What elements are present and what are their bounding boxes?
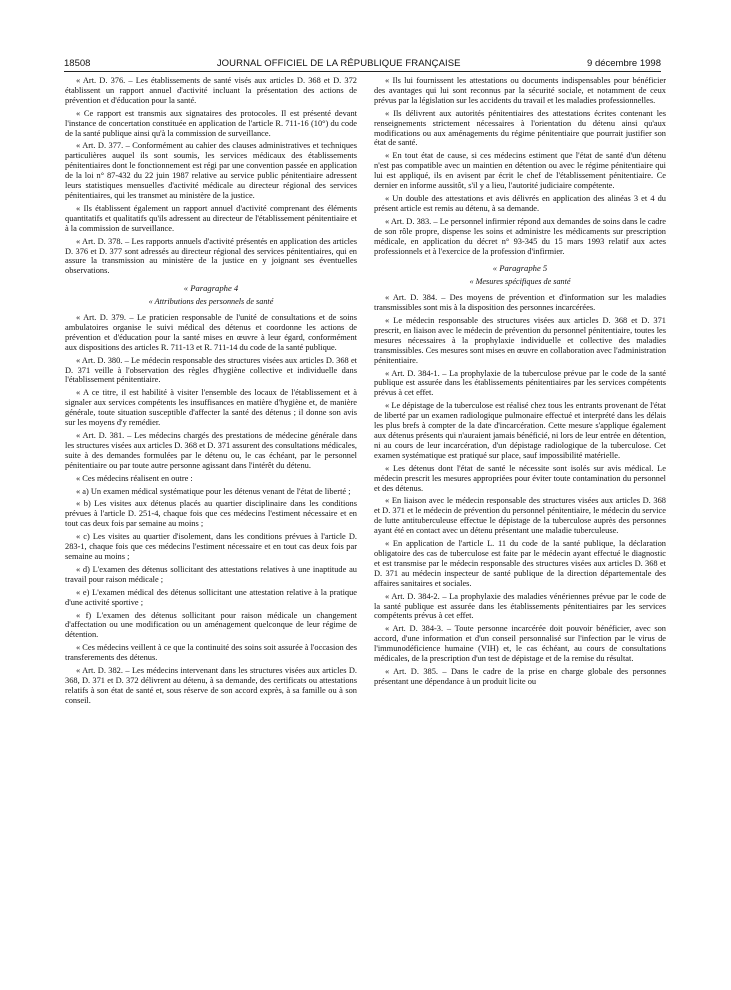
paragraph: « En application de l'article L. 11 du code de la santé publique, la déclaration obligatoire des cas de tuberculose est faite par le médecin ayant effectué le diagnostic et est transmise par le médecin responsable des structures visées aux articles D. 368 et D. 371 au médecin inspecteur de santé publique de la direction départementale des affaires sanitaires et sociales. [374,539,666,588]
section-heading: « Paragraphe 4 [183,283,239,294]
paragraph: « Art. D. 380. – Le médecin responsable des structures visées aux articles D. 368 et D. 371 veille à l'observation des règles d'hygiène collective et individuelle dans l'établissement pénitentiaire. [65,355,357,385]
paragraph: « Art. D. 379. – Le praticien responsable de l'unité de consultations et de soins ambulatoires organise le suivi médical des détenus et coordonne les actions de prévention et d'éducation pour la santé mises en œuvre à leur égard, conformément aux dispositions des articles R. 711-13 et R. 711-14 du code de la santé publique. [65,313,357,352]
paragraph: « Ce rapport est transmis aux signataires des protocoles. Il est présenté devant l'instance de concertation constituée en application de l'article R. 711-16 (10°) du code de la santé publique ainsi qu'à la commission de surveillance. [65,108,357,138]
paragraph: « Le médecin responsable des structures visées aux articles D. 368 et D. 371 prescrit, en liaison avec le médecin de prévention du personnel pénitentiaire, toutes les mesures nécessaires à la prophylaxie individuelle et collective des maladies transmissibles. Ces mesures sont mises en œuvre en collaboration avec l'administration pénitentiaire. [374,316,667,365]
header-rule [64,71,661,72]
paragraph: « e) L'examen médical des détenus sollicitant une attestation relative à la pratique d'une activité sportive ; [65,587,357,607]
paragraph: « d) L'examen des détenus sollicitant des attestations relatives à une inaptitude au travail pour raison médicale ; [65,564,357,584]
section-heading: « Paragraphe 5 [492,263,548,274]
paragraph: « Ces médecins réalisent en outre : [76,473,193,483]
paragraph: « a) Un examen médical systématique pour les détenus venant de l'état de liberté ; [76,486,351,496]
paragraph: « b) Les visites aux détenus placés au quartier disciplinaire dans les conditions prévues à l'article D. 251-4, chaque fois que ces médecins l'estiment nécessaire et en tout cas deux fois par semaine au moins ; [65,499,357,529]
paragraph: « Art. D. 382. – Les médecins intervenant dans les structures visées aux articles D. 368, D. 371 et D. 372 délivrent au détenu, à sa demande, des certificats ou attestations relatifs à son état de santé et, sous réserve de son accord exprès, à sa famille ou à son conseil. [65,666,357,705]
paragraph: « En liaison avec le médecin responsable des structures visées aux articles D. 368 et D. 371 et le médecin de prévention du personnel pénitentiaire, le médecin du service de lutte antituberculeuse effectue le dépistage de la tuberculose auprès des personnes ayant été en contact avec un détenu présentant une maladie tuberculeuse. [374,496,666,536]
right-column [374,76,666,690]
publication-date: 9 décembre 1998 [587,57,661,69]
paragraph: « Ils lui fournissent les attestations ou documents indispensables pour bénéficier des avantages qui lui sont reconnus par la sécurité sociale, et notamment de ceux prévus par la législation sur les accidents du travail et les maladies professionnelles. [374,76,666,105]
paragraph: « Art. D. 383. – Le personnel infirmier répond aux demandes de soins dans le cadre de son rôle propre, dispense les soins et administre les médicaments sur prescription médicale, en application du décret n° 93-345 du 15 mars 1993 relatif aux actes professionnels et à l'exercice de la profession d'infirmier. [374,216,666,256]
page-header [64,56,661,70]
section-subheading: « Attributions des personnels de santé [148,297,274,307]
paragraph: « c) Les visites au quartier d'isolement, dans les conditions prévues à l'article D. 283-1, chaque fois que ces médecins l'estiment nécessaire et en tout cas deux fois par semaine au moins ; [65,532,357,561]
paragraph: « Art. D. 384-2. – La prophylaxie des maladies vénériennes prévue par le code de la santé publique est assurée dans les établissements pénitentiaires par les services compétents prévus à cet effet. [374,591,666,621]
paragraph: « A ce titre, il est habilité à visiter l'ensemble des locaux de l'établissement et à signaler aux services compétents les insuffisances en matière d'hygiène et, de manière générale, toute situation susceptible d'affecter la santé des détenus ; il donne son avis sur les moyens d'y remédier. [65,388,357,428]
paragraph: « Art. D. 384-1. – La prophylaxie de la tuberculose prévue par le code de la santé publique est assurée dans les établissements pénitentiaires par les services compétents prévus à cet effet. [374,368,666,398]
page-number: 18508 [64,57,91,69]
paragraph: « Art. D. 381. – Les médecins chargés des prestations de médecine générale dans les structures visées aux articles D. 368 et D. 371 assurent des consultations médicales, suite à des demandes formulées par le détenu ou, le cas échéant, par le personnel pénitentiaire ou par toute autre personne agissant dans l'intérêt du détenu. [65,431,357,470]
paragraph: « Ils délivrent aux autorités pénitentiaires des attestations écrites contenant les renseignements strictement nécessaires à l'orientation du détenu ainsi qu'aux modifications ou aux aménagements du régime pénitentiaire que pourrait justifier son état de santé. [374,108,666,148]
left-column [65,76,357,709]
paragraph: « Art. D. 385. – Dans le cadre de la prise en charge globale des personnes présentant une dépendance à un produit licite ou [374,666,666,686]
paragraph: « f) L'examen des détenus sollicitant pour raison médicale un changement d'affectation ou une modification ou un aménagement quelconque de leur régime de détention. [65,610,357,640]
paragraph: « Les détenus dont l'état de santé le nécessite sont isolés sur avis médical. Le médecin prescrit les mesures appropriées pour éviter toute contamination du personnel et des détenus. [374,463,666,493]
paragraph: « Un double des attestations et avis délivrés en application des alinéas 3 et 4 du présent article est remis au détenu, à sa demande. [374,193,666,213]
paragraph: « Art. D. 377. – Conformément au cahier des clauses administratives et techniques particulières auquel ils sont soumis, les services médicaux des établissements pénitentiaires dont le fonctionnement est régi par une convention passée en application de la loi n° 87-432 du 22 juin 1987 relative au service public pénitentiaire adressent leurs statistiques mensuelles d'activité médicale au directeur régional des services pénitentiaires, qui les transmet au ministère de la justice. [65,141,357,200]
paragraph: « Ils établissent également un rapport annuel d'activité comprenant des éléments quantitatifs et qualitatifs qu'ils adressent au directeur de l'établissement pénitentiaire et à la commission de surveillance. [65,203,357,233]
paragraph: « Le dépistage de la tuberculose est réalisé chez tous les entrants provenant de l'état de liberté par un examen radiologique pulmonaire effectué et interprété dans les délais les plus brefs à compter de la date d'incarcération. Cette mesure s'applique également aux détenus présents qui n'auraient jamais bénéficié, ni lors de leur entrée en détention, ni au cours de leur incarcération, d'un dépistage radiologique de la tuberculose. Cet examen systématique est pratiqué sur place, sauf impossibilité matérielle. [374,401,666,460]
paragraph: « Art. D. 384-3. – Toute personne incarcérée doit pouvoir bénéficier, avec son accord, d'une information et d'un conseil personnalisé sur l'infection par le virus de l'immunodéficience humaine (VIH) et, le cas échéant, au cours de consultations médicales, de la prescription d'un test de dépistage et de la remise du résultat. [374,624,666,664]
paragraph: « Art. D. 376. – Les établissements de santé visés aux articles D. 368 et D. 372 établissent un rapport annuel d'activité incluant la présentation des actions de prévention et d'éducation pour la santé. [65,76,357,105]
paragraph: « Art. D. 378. – Les rapports annuels d'activité présentés en application des articles D. 376 et D. 377 sont adressés au directeur régional des services pénitentiaires, qui en assure la transmission au ministère de la justice en y joignant ses éventuelles observations. [65,236,357,276]
paragraph: « Art. D. 384. – Des moyens de prévention et d'information sur les maladies transmissibles sont mis à la disposition des personnes incarcérées. [374,293,666,313]
journal-title: JOURNAL OFFICIEL DE LA RÉPUBLIQUE FRANÇAISE [216,57,461,69]
section-subheading: « Mesures spécifiques de santé [469,277,571,287]
paragraph: « En tout état de cause, si ces médecins estiment que l'état de santé d'un détenu n'est pas compatible avec un maintien en détention ou avec le régime pénitentiaire qui lui est appliqué, ils en avisent par écrit le chef de l'établissement pénitentiaire. Ce dernier en informe aussitôt, s'il y a lieu, l'autorité judiciaire compétente. [374,151,666,191]
paragraph: « Ces médecins veillent à ce que la continuité des soins soit assurée à l'occasion des transferements des détenus. [65,643,357,663]
